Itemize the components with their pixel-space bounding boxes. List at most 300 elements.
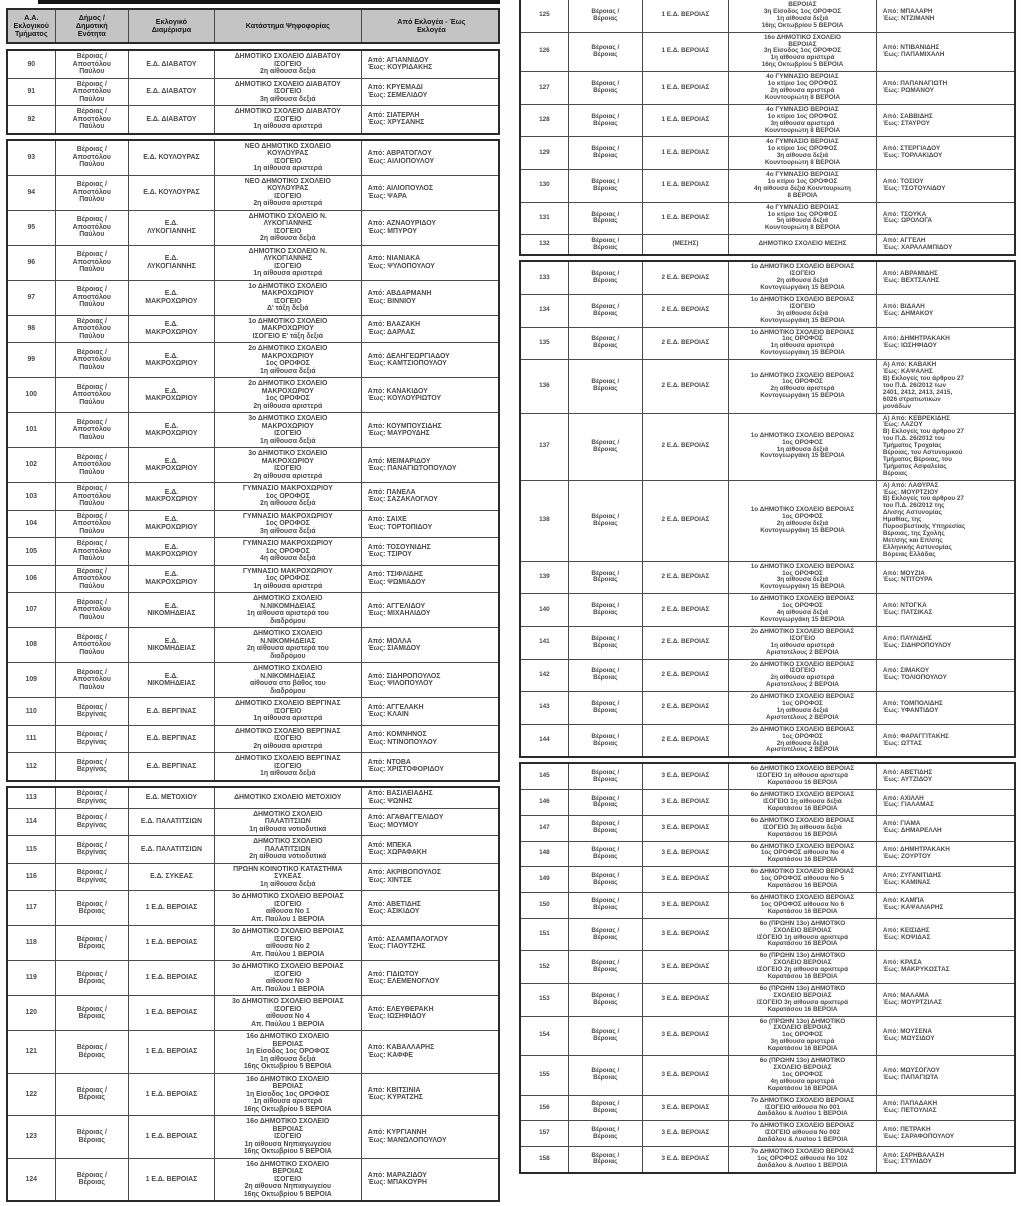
district-cell [642, 1147, 728, 1172]
text-line: αίθουσα Νο 4 [265, 1013, 310, 1020]
table-row [8, 377, 498, 412]
text-line: 94 [27, 188, 36, 196]
table-row [521, 262, 1014, 294]
text-line: Βέροιας / [76, 814, 107, 822]
text-line: Έως: ΒΙΝΝΙΟΥ [367, 297, 416, 305]
text-line: 3 Ε.Δ. ΒΕΡΟΙΑΣ [661, 772, 710, 780]
text-line: ΛΥΚΟΓΙΑΝΝΗΣ [147, 227, 196, 235]
text-line: Ν.ΝΙΚΟΜΗΔΕΙΑΣ [260, 672, 316, 680]
text-line: 3η αίθουσα δεξιά [776, 309, 829, 317]
text-line: Έως: ΜΟΥΜΟΥ [367, 821, 419, 829]
text-line: 95 [27, 223, 36, 231]
text-line: Βέροιας / [76, 216, 107, 224]
text-line: Ε.Δ. [164, 220, 179, 227]
text-line: ΙΣΟΓΕΙΟ 3η αίθουσα δεξιά [763, 823, 842, 831]
district-cell [128, 864, 214, 891]
table-row [521, 136, 1014, 169]
district-cell [642, 328, 728, 360]
voters-cell [876, 1096, 1014, 1121]
voters-cell [876, 594, 1014, 626]
district-cell [128, 698, 214, 725]
municipality-cell [568, 790, 642, 815]
venue-cell [728, 295, 876, 327]
text-line: Βέροιας [593, 50, 618, 58]
text-line: ΔΗΜΟΤΙΚΟ ΣΧΟΛΕΙΟ Ν. [248, 212, 327, 220]
text-line: 1ο κτίριο 1ος ΟΡΟΦΟΣ [767, 112, 838, 120]
district-cell [642, 842, 728, 867]
municipality-cell [568, 170, 642, 202]
text-line: ΜΑΚΡΟΧΩΡΙΟΥ [261, 290, 314, 297]
text-line: Από: ΑΒΕΤΙΔΗΣ [882, 768, 933, 776]
district-cell [128, 753, 214, 780]
text-line: 1 Ε.Δ. ΒΕΡΟΙΑΣ [661, 116, 710, 124]
table-row [8, 245, 498, 280]
header-line: Διαμέρισμα [151, 25, 192, 34]
municipality-cell [568, 105, 642, 137]
municipality-cell [568, 414, 642, 480]
section-number-cell [521, 1017, 568, 1056]
left-table-body [6, 49, 500, 1202]
text-line: 2 Ε.Δ. ΒΕΡΟΙΑΣ [661, 703, 710, 711]
text-line: Έως: ΚΑΦΦΕ [367, 1051, 413, 1059]
text-line: 16ης Οκτωβρίου 5 ΒΕΡΟΙΑ [243, 1063, 332, 1070]
table-row [521, 294, 1014, 327]
text-line: Έως: ΚΟΥΛΟΥΡΙΩΤΟΥ [367, 395, 442, 402]
text-line: Βέροιας [78, 1094, 105, 1102]
table-row [521, 866, 1014, 892]
text-line: 1η αίθουσα Νηπιαγωγείου [244, 1140, 331, 1148]
table-row [521, 841, 1014, 867]
text-line: Ε.Δ. ΚΟΥΛΟΥΡΑΣ [143, 188, 200, 196]
text-line: Κοντογεωργάκη 15 ΒΕΡΟΙΑ [760, 392, 845, 400]
district-cell [128, 593, 214, 627]
district-cell [642, 72, 728, 104]
district-cell [642, 0, 728, 32]
text-line: Βέροιας / [591, 732, 620, 740]
text-line: Αποστόλου [72, 575, 111, 582]
voters-cell [876, 893, 1014, 918]
text-line: 3η αίθουσα αριστερά [770, 119, 835, 127]
text-line: 101 [25, 426, 38, 434]
text-line: Από: ΤΟΣΟΥΝΙΔΗΣ [367, 543, 431, 551]
text-line: Μετ/σης και Επ/σης [882, 536, 943, 544]
section-number-cell [521, 627, 568, 659]
voters-cell [876, 1017, 1014, 1056]
text-line: 7ο ΔΗΜΟΤΙΚΟ ΣΧΟΛΕΙΟ ΒΕΡΟΙΑΣ [750, 1122, 855, 1130]
text-line: Αριστοτέλους 2 ΒΕΡΟΙΑ [766, 713, 839, 721]
section-number-cell [8, 836, 55, 863]
voters-cell [361, 106, 498, 133]
text-line: 151 [539, 930, 550, 938]
text-line: ΣΧΟΛΕΙΟ ΒΕΡΟΙΑΣ [773, 959, 832, 967]
venue-cell [728, 72, 876, 104]
venue-cell [728, 328, 876, 360]
table-row [8, 78, 498, 106]
text-line: Καρατάσου 16 ΒΕΡΟΙΑ [767, 779, 838, 787]
text-line: 3ο ΔΗΜΟΤΙΚΟ ΣΧΟΛΕΙΟ [248, 415, 328, 422]
venue-cell [728, 867, 876, 892]
municipality-cell [568, 262, 642, 294]
text-line: 115 [25, 845, 37, 853]
section-number-cell [8, 663, 55, 697]
text-line: Παύλου [79, 468, 105, 476]
text-line: Από: ΤΣΟΥΚΑ [882, 210, 927, 218]
text-line: 114 [25, 818, 37, 825]
text-line: 1ος ΟΡΟΦΟΣ [782, 378, 823, 386]
text-line: ΒΕΡΟΙΑΣ [272, 1168, 304, 1175]
text-line: Βέροιας / [76, 758, 107, 766]
table-row [521, 764, 1014, 789]
text-line: ΜΑΚΡΟΧΩΡΙΟΥ [145, 578, 198, 586]
table-row [521, 918, 1014, 951]
text-line: Από: ΤΟΣΙΟΥ [882, 177, 924, 185]
text-line: 3 Ε.Δ. ΒΕΡΟΙΑΣ [661, 849, 710, 857]
header-district [128, 10, 214, 42]
text-line: Βέροιας / [76, 485, 107, 492]
text-line: ΛΥΚΟΓΙΑΝΝΗΣ [263, 220, 313, 227]
text-line: Έως: ΝΤΙΤΟΥΡΑ [882, 576, 933, 584]
text-line: Ε.Δ. ΣΥΚΕΑΣ [150, 873, 193, 880]
text-line: ΠΑΛΑΤΙΤΣΙΩΝ [264, 845, 311, 853]
text-line: Βέροιας, της Σχολής [882, 530, 945, 537]
text-line: 2ο ΔΗΜΟΤΙΚΟ ΣΧΟΛΕΙΟ ΒΕΡΟΙΑΣ [750, 725, 855, 733]
voters-cell [876, 867, 1014, 892]
voters-cell [361, 593, 498, 627]
text-line: 1ο ΔΗΜΟΤΙΚΟ ΣΧΟΛΕΙΟ ΒΕΡΟΙΑΣ [750, 505, 855, 513]
text-line: Β) Εκλογείς του άρθρου 27 [882, 374, 964, 382]
section-number-cell [8, 698, 55, 725]
text-line: 1 Ε.Δ. ΒΕΡΟΙΑΣ [145, 1048, 198, 1055]
text-line: ΔΗΜΟΤΙΚΟ ΣΧΟΛΕΙΟ ΒΕΡΓΙΝΑΣ [234, 755, 341, 762]
district-cell [642, 414, 728, 480]
text-line: 1ος ΟΡΟΦΟΣ [782, 438, 823, 446]
section-number-cell [8, 996, 55, 1030]
venue-cell [214, 788, 361, 808]
district-cell [642, 660, 728, 692]
district-cell [128, 891, 214, 925]
text-line: Αποστόλου [72, 676, 111, 684]
venue-cell [728, 1017, 876, 1056]
text-line: ΣΧΟΛΕΙΟ ΒΕΡΟΙΑΣ [773, 1024, 832, 1032]
text-line: Βέροιας [78, 943, 105, 950]
text-line: Βέροιας / [76, 453, 107, 461]
text-line: Από: ΔΗΜΗΤΡΑΚΑΚΗ [882, 335, 950, 343]
text-line: 1ο ΔΗΜΟΤΙΚΟ ΣΧΟΛΕΙΟ [248, 317, 328, 325]
text-line: Από: ΣΑΒΒΙΔΗΣ [882, 112, 933, 120]
district-cell [128, 343, 214, 377]
text-line: Απ. Παύλου 1 ΒΕΡΟΙΑ [251, 915, 325, 923]
district-cell [128, 1159, 214, 1201]
text-line: 1 Ε.Δ. ΒΕΡΟΙΑΣ [145, 1175, 198, 1183]
district-cell [642, 790, 728, 815]
table-row [8, 662, 498, 697]
text-line: Απ. Παύλου 1 ΒΕΡΟΙΑ [251, 950, 325, 958]
text-line: Έως: ΡΩΜΑΝΟΥ [882, 86, 934, 94]
text-line: Κοντογεωργάκη 15 ΒΕΡΟΙΑ [760, 583, 845, 591]
text-line: ΙΣΟΓΕΙΟ 1η αίθουσα αριστερά [756, 933, 849, 941]
voters-cell [361, 726, 498, 753]
text-line: Κοντογεωργάκη 15 ΒΕΡΟΙΑ [760, 284, 845, 291]
section-number-cell [8, 628, 55, 662]
text-line: Α) Από: ΛΑΘΥΡΑΣ [882, 481, 939, 489]
venue-cell [214, 211, 361, 245]
text-line: Από: ΣΤΕΡΓΙΑΔΟΥ [882, 145, 941, 153]
text-line: 3ο ΔΗΜΟΤΙΚΟ ΣΧΟΛΕΙΟ ΒΕΡΟΙΑΣ [231, 963, 344, 970]
text-line: 2η αίθουσα αριστερά [770, 674, 835, 682]
text-line: Έως: ΣΑΡΑΦΟΠΟΥΛΟΥ [882, 1132, 955, 1140]
text-line: ΔΗΜΟΤΙΚΟ ΣΧΟΛΕΙΟ ΜΕΣΗΣ [758, 240, 847, 248]
text-line: Βέροιας / [591, 1125, 620, 1133]
row-group [6, 139, 500, 782]
text-line: 131 [539, 214, 550, 222]
district-cell [128, 378, 214, 412]
voters-cell [876, 328, 1014, 360]
voters-cell [876, 137, 1014, 169]
district-cell [642, 1056, 728, 1095]
voters-cell [876, 1121, 1014, 1146]
text-line: Από: ΜΠΕΚΑ [367, 841, 412, 849]
text-line: Βέροιας [593, 706, 618, 714]
text-line: ΙΣΟΓΕΙΟ αίθουσα Νο 001 [764, 1103, 840, 1111]
text-line: Από: ΝΙΑΝΙΑΚΑ [367, 255, 421, 262]
text-line: Έως: ΨΥΛΟΠΟΥΛΟΥ [367, 262, 435, 270]
venue-cell [214, 511, 361, 538]
table-row [521, 359, 1014, 412]
text-line: Από: ΑΒΡΑΤΟΓΛΟΥ [367, 150, 432, 157]
district-cell [642, 203, 728, 235]
district-cell [128, 809, 214, 836]
text-line: 6ο (ΠΡΩΗΝ 13ο) ΔΗΜΟΤΙΚΟ [759, 919, 846, 927]
venue-cell [728, 235, 876, 254]
text-line: 1ος ΟΡΟΦΟΣ [265, 492, 310, 500]
municipality-cell [568, 562, 642, 594]
text-line: 1ος ΟΡΟΦΟΣ [265, 520, 310, 527]
district-cell [642, 692, 728, 724]
text-line: Από: ΑΓΓΕΛΗ [882, 236, 926, 244]
text-line: 4η αίθουσα δεξιά [776, 609, 829, 617]
text-line: ΔΗΜΟΤΙΚΟ ΣΧΟΛΕΙΟ ΔΙΑΒΑΤΟΥ [234, 53, 341, 60]
section-number-cell [8, 926, 55, 960]
header-venue [214, 10, 361, 42]
section-number-cell [8, 413, 55, 447]
text-line: Δ/νσης Αστυνομίας [882, 509, 942, 517]
text-line: Βεργίνας [76, 876, 107, 884]
venue-cell [728, 660, 876, 692]
venue-cell [214, 726, 361, 753]
text-line: Βέροιας [593, 801, 618, 809]
text-line: 149 [539, 875, 550, 883]
text-line: Βέροιας / [591, 512, 620, 520]
table-row [8, 210, 498, 245]
text-line: 1 Ε.Δ. ΒΕΡΟΙΑΣ [661, 47, 710, 55]
text-line: Έως: ΧΡΥΣΑΝΗΣ [367, 119, 425, 127]
text-line: Βέροιας [593, 217, 618, 225]
text-line: Βέροιας / [76, 1171, 107, 1179]
text-line: ΔΗΜΟΤΙΚΟ ΣΧΟΛΕΙΟ [253, 630, 323, 637]
text-line: Ημαθίας, της [882, 516, 922, 524]
text-line: Έως: ΓΙΑΟΥΤΖΗΣ [367, 943, 426, 950]
header-line: Τμήματος [14, 29, 48, 39]
text-line: 132 [539, 240, 550, 248]
text-line: 3 Ε.Δ. ΒΕΡΟΙΑΣ [661, 1154, 710, 1162]
text-line: Α) Από: ΚΑΒΑΚΗ [882, 361, 937, 369]
venue-cell [728, 360, 876, 412]
text-line: Βέροιας / [76, 970, 107, 978]
municipality-cell [568, 72, 642, 104]
text-line: 1ος ΟΡΟΦΟΣ αίθουσα Νο 5 [760, 875, 845, 883]
text-line: Από: ΓΙΑΜΑ [882, 820, 921, 828]
header-municipality [55, 10, 129, 42]
text-line: 146 [539, 798, 550, 805]
text-line: 2401, 2412, 2413, 2415, [882, 388, 953, 396]
municipality-cell [568, 481, 642, 561]
text-line: 16ο ΔΗΜΟΤΙΚΟ ΣΧΟΛΕΙΟ [246, 1160, 330, 1168]
venue-cell [214, 1116, 361, 1158]
section-number-cell [521, 1147, 568, 1172]
text-line: 3 Ε.Δ. ΒΕΡΟΙΑΣ [661, 798, 710, 805]
district-cell [128, 726, 214, 753]
table-row [521, 724, 1014, 757]
voters-cell [361, 281, 498, 315]
section-number-cell [521, 1056, 568, 1095]
text-line: 1 Ε.Δ. ΒΕΡΟΙΑΣ [661, 11, 710, 19]
text-line: Παύλου [79, 555, 105, 562]
text-line: Βέροιας / [76, 146, 107, 154]
venue-cell [728, 0, 876, 32]
text-line: 2η αίθουσα αριστερά [253, 200, 323, 207]
text-line: Από: ΚΥΡΓΙΑΝΝΗ [367, 1129, 427, 1137]
text-line: Βέροιας [593, 641, 618, 649]
text-line: Από: ΜΩΥΣΟΓΛΟΥ [882, 1067, 940, 1075]
text-line: Βέροιας [593, 1132, 618, 1140]
text-line: Από: ΓΙΔΙΩΤΟΥ [367, 970, 419, 978]
text-line: 2 Ε.Δ. ΒΕΡΟΙΑΣ [661, 338, 710, 346]
text-line: Βέροιας / [591, 845, 620, 853]
text-line: 3ο ΔΗΜΟΤΙΚΟ ΣΧΟΛΕΙΟ ΒΕΡΟΙΑΣ [231, 928, 344, 935]
text-line: 135 [539, 338, 550, 346]
text-line: 1ος ΟΡΟΦΟΣ αίθουσα Νο 6 [760, 900, 845, 908]
text-line: Έως: ΑΥΤΖΙΔΟΥ [882, 775, 933, 783]
text-line: Ε.Δ. ΒΕΡΓΙΝΑΣ [146, 707, 197, 715]
venue-cell [214, 538, 361, 565]
text-line: 121 [25, 1048, 38, 1055]
section-number-cell [521, 414, 568, 480]
text-line: Από: ΣΙΜΑΚΟΥ [882, 667, 930, 675]
text-line: Αποστόλου [72, 153, 111, 161]
text-line: ΔΗΜΟΤΙΚΟ ΣΧΟΛΕΙΟ [253, 838, 323, 845]
text-line: Βέροιας [593, 86, 618, 94]
text-line: Βέροιας / [591, 959, 620, 967]
text-line: Βέροιας / [76, 181, 107, 189]
text-line: ΓΥΜΝΑΣΙΟ ΜΑΚΡΟΧΩΡΙΟΥ [242, 567, 333, 575]
district-cell [128, 1074, 214, 1116]
venue-cell [214, 864, 361, 891]
venue-cell [214, 996, 361, 1030]
section-number-cell [521, 951, 568, 983]
voters-cell [361, 413, 498, 447]
venue-cell [728, 1147, 876, 1172]
text-line: 3η αίθουσα δεξιά [260, 95, 316, 103]
text-line: 2η αίθουσα δεξιά [260, 68, 316, 75]
text-line: Βέροιας [593, 14, 618, 22]
text-line: Έως: ΥΦΑΝΤΙΔΟΥ [882, 706, 939, 714]
text-line: Αποστόλου [72, 426, 111, 434]
text-line: Από: ΚΡΥΕΜΑΔΙ [367, 84, 423, 92]
municipality-cell [55, 836, 129, 863]
text-line: 4ο ΓΥΜΝΑΣΙΟ ΒΕΡΟΙΑΣ [766, 73, 839, 81]
text-line: Βέροιας / [76, 512, 107, 520]
text-line: ΒΕΡΟΙΑΣ [788, 40, 817, 48]
section-number-cell [8, 864, 55, 891]
text-line: 3η αίθουσα δεξιά [776, 152, 829, 160]
text-line: 6ο ΔΗΜΟΤΙΚΟ ΣΧΟΛΕΙΟ ΒΕΡΟΙΑΣ [750, 816, 855, 824]
text-line: Έως: ΚΛΑΙΝ [367, 711, 409, 719]
text-line: 6ο (ΠΡΩΗΝ 13ο) ΔΗΜΟΤΙΚΟ [759, 1017, 846, 1025]
section-number-cell [8, 726, 55, 753]
text-line: Έως: ΧΡΙΣΤΟΦΟΡΙΔΟΥ [367, 766, 445, 774]
voters-cell [876, 295, 1014, 327]
table-row [521, 234, 1014, 254]
municipality-cell [55, 864, 129, 891]
municipality-cell [55, 926, 129, 960]
venue-cell [728, 790, 876, 815]
text-line: 1ος ΟΡΟΦΟΣ [782, 512, 823, 520]
voters-cell [876, 1147, 1014, 1172]
text-line: Από: ΒΙΔΑΛΗ [882, 302, 925, 310]
text-line: Έως: ΝΤΖΙΜΑΝΗ [882, 14, 935, 22]
text-line: 3 Ε.Δ. ΒΕΡΟΙΑΣ [661, 995, 710, 1003]
text-line: 3 Ε.Δ. ΒΕΡΟΙΑΣ [661, 900, 710, 908]
voters-cell [361, 864, 498, 891]
text-line: Αποστόλου [72, 258, 111, 266]
row-group [6, 49, 500, 135]
district-cell [128, 141, 214, 175]
district-cell [128, 628, 214, 662]
text-line: Βέροιας / [76, 317, 107, 325]
text-line: Από: ΚΑΒΑΛΛΑΡΗΣ [367, 1044, 435, 1052]
text-line: Βέροιας / [76, 567, 107, 575]
text-line: Ε.Δ. [164, 352, 179, 360]
text-line: Βέροιας / [591, 569, 620, 577]
text-line: ΙΣΟΓΕΙΟ [274, 115, 302, 123]
text-line: 1η αίθουσα αριστερά [253, 270, 323, 277]
text-line: 2η αίθουσα νοτιοδυτικά [249, 853, 327, 860]
voters-cell [361, 316, 498, 343]
text-line: Ν.ΝΙΚΟΜΗΔΕΙΑΣ [260, 602, 316, 610]
text-line: του Π.Δ. 26/2012 του [882, 435, 945, 443]
section-number-cell [8, 483, 55, 510]
text-line: 93 [27, 153, 36, 161]
text-line: Από: ΠΑΠΑΝΑΓΙΩΤΗ [882, 80, 948, 88]
voters-cell [876, 235, 1014, 254]
text-line: (ΜΕΣΗΣ) [672, 240, 699, 248]
text-line: ΙΣΟΓΕΙΟ Ε' τάξη δεξιά [252, 332, 324, 340]
district-cell [128, 448, 214, 482]
text-line: Έως: ΤΣΟΤΟΥΛΙΔΟΥ [882, 184, 946, 192]
text-line: Από: ΦΑΡΑΓΓΙΤΑΚΗΣ [882, 732, 949, 740]
table-row [521, 1120, 1014, 1146]
venue-cell [728, 1096, 876, 1121]
section-number-cell [521, 360, 568, 412]
text-line: 2η αίθουσα Νηπιαγωγείου [244, 1183, 331, 1190]
header-line: Εκλογέα [417, 25, 446, 34]
section-number-cell [8, 378, 55, 412]
text-line: ΙΣΟΓΕΙΟ [274, 735, 302, 742]
district-cell [642, 764, 728, 789]
text-line: Αποστόλου [72, 188, 111, 196]
text-line: 1ος ΟΡΟΦΟΣ [782, 1031, 823, 1039]
district-cell [642, 235, 728, 254]
